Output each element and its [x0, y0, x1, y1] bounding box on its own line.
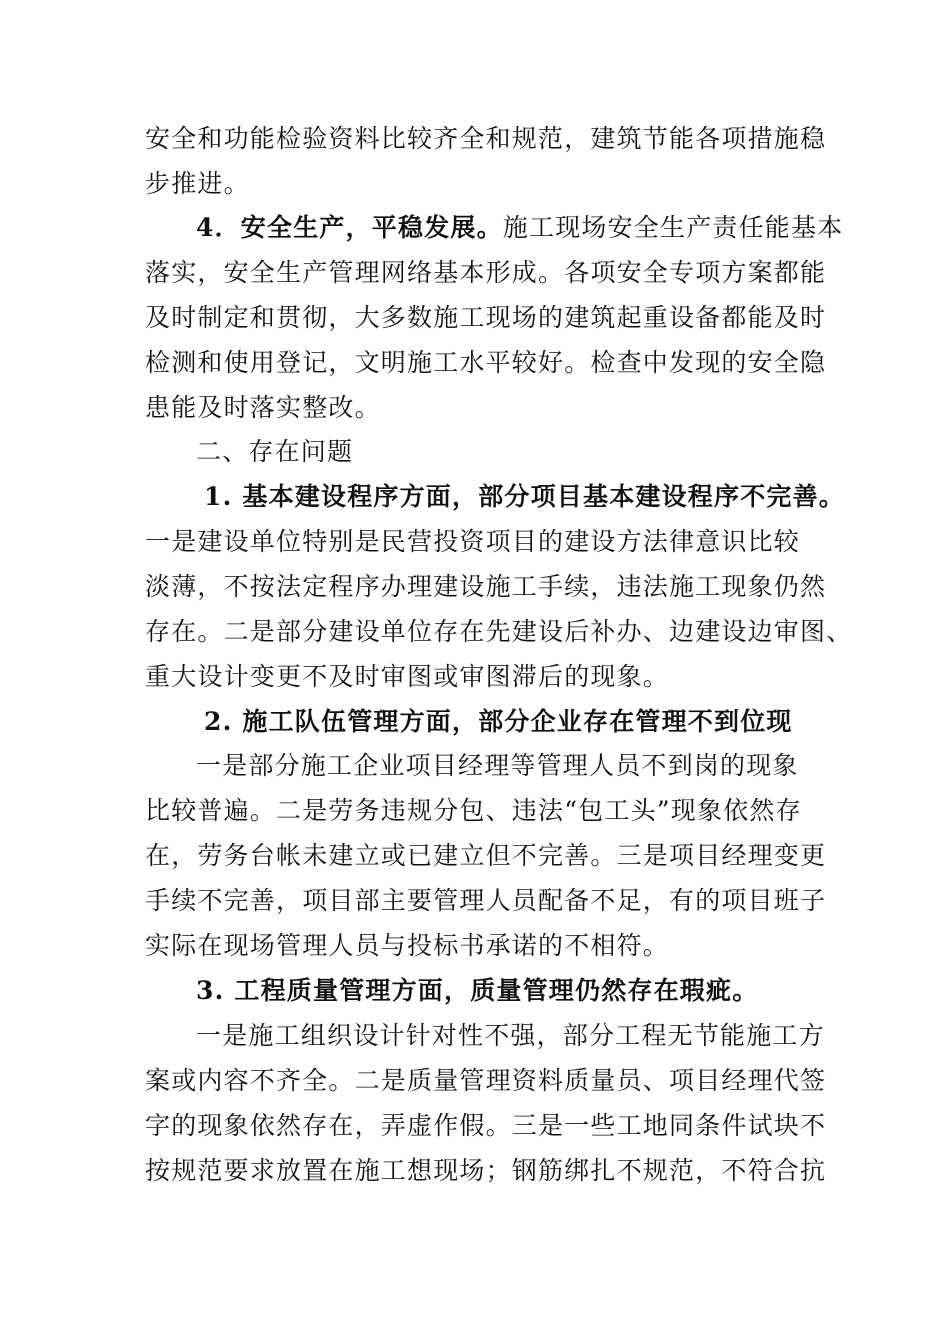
paragraph-line: 实际在现场管理人员与投标书承诺的不相符。 — [145, 931, 670, 960]
paragraph-line: 及时制定和贯彻，大多数施工现场的建筑起重设备都能及时 — [145, 303, 827, 332]
paragraph-line: 一是部分施工企业项目经理等管理人员不到岗的现象 — [196, 751, 799, 780]
section-title-problems: 二、存在问题 — [196, 437, 354, 466]
paragraph-line: 按规范要求放置在施工想现场；钢筋绑扎不规范，不符合抗 — [145, 1156, 827, 1185]
paragraph-line: 一是施工组织设计针对性不强，部分工程无节能施工方 — [196, 1021, 825, 1050]
paragraph-line: 重大设计变更不及时审图或审图滞后的现象。 — [145, 662, 670, 691]
paragraph-line: 比较普遍。二是劳务违规分包、违法“包工头”现象依然存 — [145, 796, 802, 825]
paragraph-line: 手续不完善，项目部主要管理人员配备不足，有的项目班子 — [145, 886, 827, 915]
paragraph-line: 字的现象依然存在，弄虚作假。三是一些工地同条件试块不 — [145, 1111, 827, 1140]
paragraph-line: 落实，安全生产管理网络基本形成。各项安全专项方案都能 — [145, 258, 827, 287]
paragraph-line: 淡薄，不按法定程序办理建设施工手续，违法施工现象仍然 — [145, 572, 827, 601]
paragraph-line: 步推进。 — [145, 169, 250, 198]
section-heading-safety: 4．安全生产，平稳发展。施工现场安全生产责任能基本 — [196, 213, 844, 242]
paragraph-line: 检测和使用登记，文明施工水平较好。检查中发现的安全隐 — [145, 348, 827, 377]
issue-heading-3: 3. 工程质量管理方面，质量管理仍然存在瑕疵。 — [196, 976, 759, 1005]
paragraph-line: 安全和功能检验资料比较齐全和规范，建筑节能各项措施稳 — [145, 124, 827, 153]
paragraph-line: 一是建设单位特别是民营投资项目的建设方法律意识比较 — [145, 527, 801, 556]
paragraph-line: 存在。二是部分建设单位存在先建设后补办、边建设边审图、 — [145, 617, 853, 646]
issue-heading-2: 2. 施工队伍管理方面，部分企业存在管理不到位现 — [204, 707, 793, 736]
issue-heading-1: 1. 基本建设程序方面，部分项目基本建设程序不完善。 — [204, 482, 846, 511]
paragraph-line: 案或内容不齐全。二是质量管理资料质量员、项目经理代签 — [145, 1066, 827, 1095]
paragraph-line: 在，劳务台帐未建立或已建立但不完善。三是项目经理变更 — [145, 841, 827, 870]
paragraph-line: 患能及时落实整改。 — [145, 393, 381, 422]
